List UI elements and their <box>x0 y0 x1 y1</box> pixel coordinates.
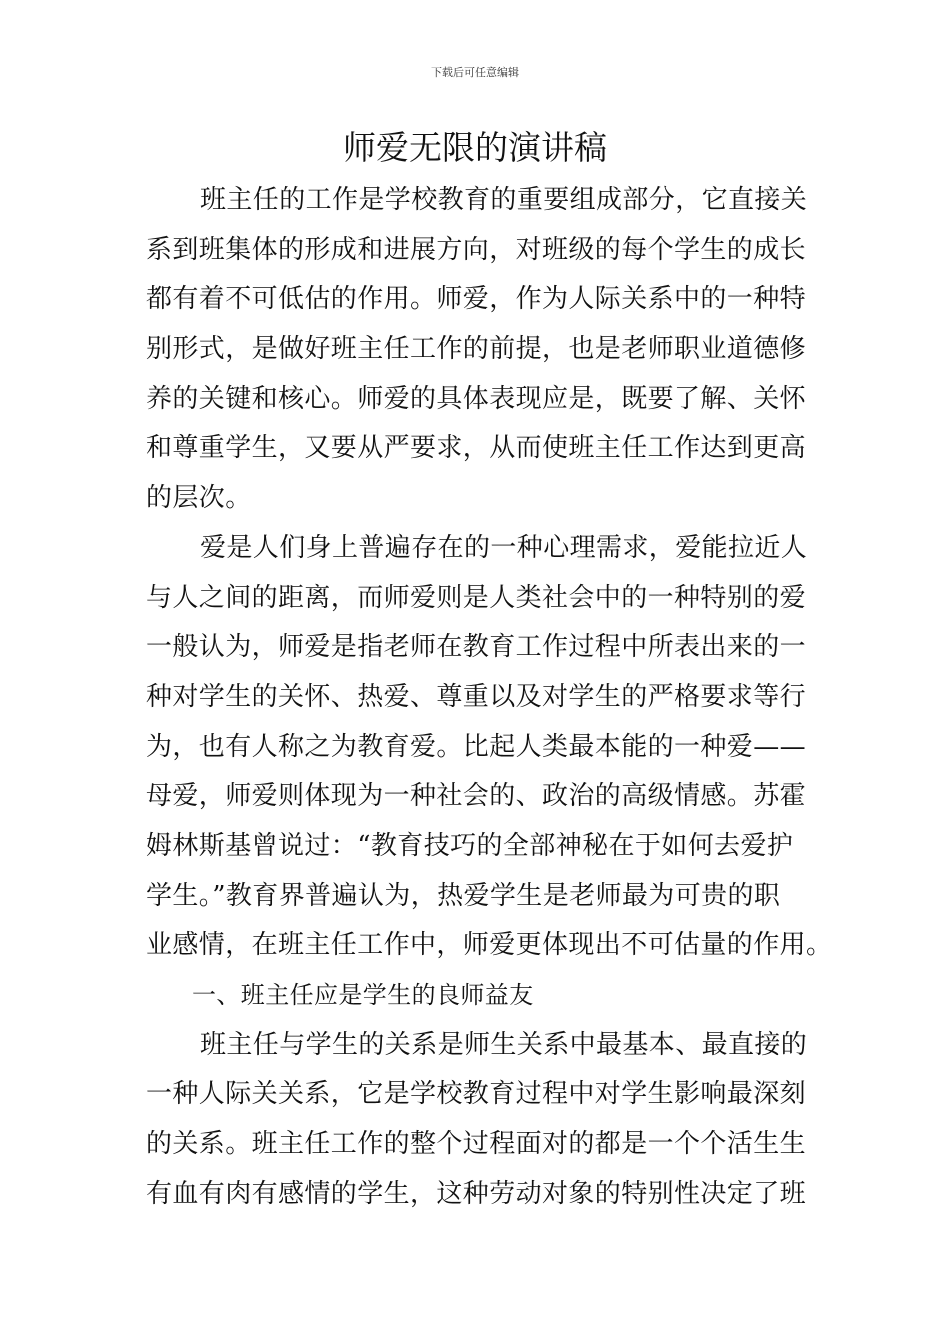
paragraph-line: 与人之间的距离，而师爱则是人类社会中的一种特别的爱 <box>146 582 807 613</box>
document-title: 师爱无限的演讲稿 <box>343 128 607 167</box>
paragraph-line: 别形式，是做好班主任工作的前提，也是老师职业道德修 <box>146 334 807 365</box>
paragraph-line: 班主任与学生的关系是师生关系中最基本、最直接的 <box>200 1029 808 1060</box>
paragraph-line: 班主任的工作是学校教育的重要组成部分，它直接关 <box>200 185 808 215</box>
paragraph-line: 业感情，在班主任工作中，师爱更体现出不可估量的作用。 <box>146 930 833 961</box>
paragraph-line: 和尊重学生，又要从严要求，从而使班主任工作达到更高 <box>146 433 807 464</box>
paragraph-line: 养的关键和核心。师爱的具体表现应是，既要了解、关怀 <box>146 383 807 414</box>
document-body <box>146 176 833 1219</box>
paragraph-line: 为，也有人称之为教育爱。比起人类最本能的一种爱—— <box>146 731 807 762</box>
paragraph-line: 母爱，师爱则体现为一种社会的、政治的高级情感。苏霍 <box>146 781 807 812</box>
paragraph-line: 一般认为，师爱是指老师在教育工作过程中所表出来的一 <box>146 632 807 663</box>
paragraph-line: 种对学生的关怀、热爱、尊重以及对学生的严格要求等行 <box>146 681 807 712</box>
paragraph-line: 的层次。 <box>146 483 252 514</box>
paragraph-line: 的关系。班主任工作的整个过程面对的都是一个个活生生 <box>146 1129 807 1160</box>
paragraph-line: 姆林斯基曾说过：“教育技巧的全部神秘在于如何去爱护 <box>146 830 794 861</box>
paragraph-line: 爱是人们身上普遍存在的一种心理需求，爱能拉近人 <box>200 532 808 563</box>
paragraph-line: 都有着不可低估的作用。师爱，作为人际关系中的一种特 <box>146 284 807 315</box>
paragraph-line: 学生。”教育界普遍认为，热爱学生是老师最为可贵的职 <box>146 880 781 911</box>
section-heading: 一、班主任应是学生的良师益友 <box>192 981 534 1009</box>
paragraph-line: 系到班集体的形成和进展方向，对班级的每个学生的成长 <box>146 234 807 265</box>
paragraph-line: 有血有肉有感情的学生，这种劳动对象的特别性决定了班 <box>146 1178 807 1209</box>
paragraph-line: 一种人际关关系，它是学校教育过程中对学生影响最深刻 <box>146 1079 807 1110</box>
header-note: 下载后可任意编辑 <box>431 66 519 79</box>
